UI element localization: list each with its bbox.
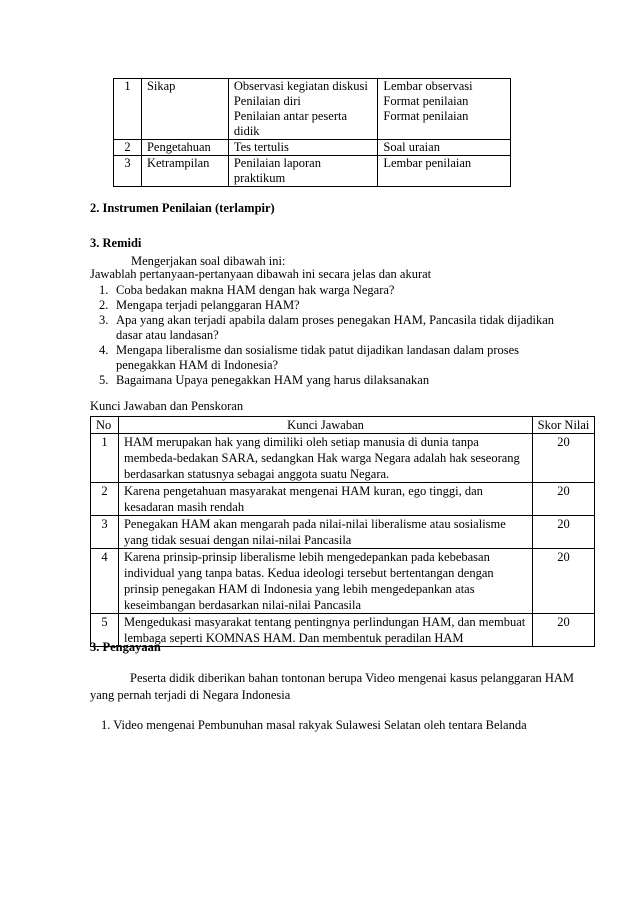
question-text: Bagaimana Upaya penegakkan HAM yang harus dilaksanakan	[116, 373, 430, 387]
assessment-table	[113, 78, 511, 187]
pengayaan-item: 1. Video mengenai Pembunuhan masal rakyak Sulawesi Selatan oleh tentara Belanda	[101, 718, 527, 732]
question-text: Coba bedakan makna HAM dengan hak warga Negara?	[116, 283, 395, 297]
answer-text: Karena pengetahuan masyarakat mengenai HAM kuran, ego tinggi, dan kesadaran masih rendah	[118, 483, 532, 516]
assessment-aspek: Pengetahuan	[141, 140, 228, 156]
assessment-teknik-item: Tes tertulis	[233, 140, 289, 154]
answer-no: 2	[91, 483, 119, 516]
question-item	[99, 283, 579, 298]
question-item	[99, 343, 579, 373]
assessment-teknik-item: Penilaian diri	[233, 94, 301, 108]
answer-text: Penegakan HAM akan mengarah pada nilai-nilai liberalisme atau sosialisme yang tidak sesuai dengan nilai-nilai Pancasila	[118, 516, 532, 549]
assessment-instrumen	[378, 140, 511, 156]
question-number: 4.	[99, 343, 109, 357]
assessment-instrumen-item: Lembar penilaian	[383, 156, 472, 170]
assessment-teknik-item: Penilaian laporan praktikum	[233, 156, 321, 185]
assessment-teknik-item: Penilaian antar peserta didik	[233, 109, 348, 138]
section-pengayaan-heading: 3. Pengayaan	[90, 640, 161, 654]
assessment-instrumen-item: Format penilaian	[383, 109, 469, 123]
assessment-instrumen-item: Format penilaian	[383, 94, 469, 108]
question-item	[99, 298, 579, 313]
header-skor: Skor Nilai	[533, 417, 595, 434]
answer-no: 1	[91, 434, 119, 483]
answer-key-row	[91, 483, 595, 516]
assessment-aspek: Ketrampilan	[141, 156, 228, 187]
assessment-teknik-item: Observasi kegiatan diskusi	[233, 79, 368, 93]
answer-key-row	[91, 516, 595, 549]
question-number: 5.	[99, 373, 109, 387]
answer-key-table	[90, 416, 595, 647]
assessment-teknik	[228, 79, 378, 140]
question-number: 1.	[99, 283, 109, 297]
answer-score: 20	[533, 549, 595, 614]
answer-key-row	[91, 614, 595, 647]
kunci-title: Kunci Jawaban dan Penskoran	[90, 399, 244, 413]
answer-score: 20	[533, 614, 595, 647]
answer-no: 5	[91, 614, 119, 647]
assessment-row	[114, 79, 511, 140]
answer-key-row	[91, 434, 595, 483]
assessment-no: 3	[114, 156, 142, 187]
answer-text: Mengedukasi masyarakat tentang pentingnya perlindungan HAM, dan membuat lembaga seperti KOMNAS HAM. Dan membentuk peradilan HAM	[118, 614, 532, 647]
question-number: 3.	[99, 313, 109, 327]
assessment-instrumen	[378, 156, 511, 187]
question-item	[99, 373, 579, 388]
answer-score: 20	[533, 483, 595, 516]
answer-no: 4	[91, 549, 119, 614]
assessment-teknik	[228, 156, 378, 187]
answer-no: 3	[91, 516, 119, 549]
assessment-aspek: Sikap	[141, 79, 228, 140]
remidi-intro: Mengerjakan soal dibawah ini:	[131, 254, 286, 268]
answer-score: 20	[533, 434, 595, 483]
question-text: Mengapa terjadi pelanggaran HAM?	[116, 298, 300, 312]
question-text: Apa yang akan terjadi apabila dalam proses penegakan HAM, Pancasila tidak dijadikan dasar atau landasan?	[116, 313, 555, 342]
answer-key-row	[91, 549, 595, 614]
section-instrumen-heading: 2. Instrumen Penilaian (terlampir)	[90, 201, 275, 215]
remidi-instruction: Jawablah pertanyaan-pertanyaan dibawah ini secara jelas dan akurat	[90, 267, 432, 281]
assessment-instrumen	[378, 79, 511, 140]
assessment-no: 1	[114, 79, 142, 140]
section-remidi-heading: 3. Remidi	[90, 236, 142, 250]
answer-key-header-row	[91, 417, 595, 434]
question-text: Mengapa liberalisme dan sosialisme tidak patut dijadikan landasan dalam proses penegakkan HAM di Indonesia?	[116, 343, 520, 372]
answer-text: HAM merupakan hak yang dimiliki oleh setiap manusia di dunia tanpa membeda-bedakan SARA, sedangkan Hak warga Negara adalah hak seseorang berdasarkan statusnya sebagai anggota suatu Negara.	[118, 434, 532, 483]
assessment-no: 2	[114, 140, 142, 156]
question-item	[99, 313, 579, 343]
pengayaan-text: Peserta didik diberikan bahan tontonan berupa Video mengenai kasus pelanggaran HAM yang pernah terjadi di Negara Indonesia	[90, 671, 575, 702]
assessment-instrumen-item: Soal uraian	[383, 140, 440, 154]
assessment-teknik	[228, 140, 378, 156]
assessment-row	[114, 140, 511, 156]
answer-score: 20	[533, 516, 595, 549]
question-list	[99, 283, 579, 388]
answer-text: Karena prinsip-prinsip liberalisme lebih mengedepankan pada kebebasan individual yang tanpa batas. Kedua ideologi tersebut bertentangan dengan prinsip penegakan HAM di Indonesia yang lebih mengedepankan atas keseimbangan berdasarkan nilai-nilai Pancasila	[118, 549, 532, 614]
question-number: 2.	[99, 298, 109, 312]
assessment-instrumen-item: Lembar observasi	[383, 79, 473, 93]
assessment-row	[114, 156, 511, 187]
header-kunci: Kunci Jawaban	[118, 417, 532, 434]
header-no: No	[91, 417, 119, 434]
